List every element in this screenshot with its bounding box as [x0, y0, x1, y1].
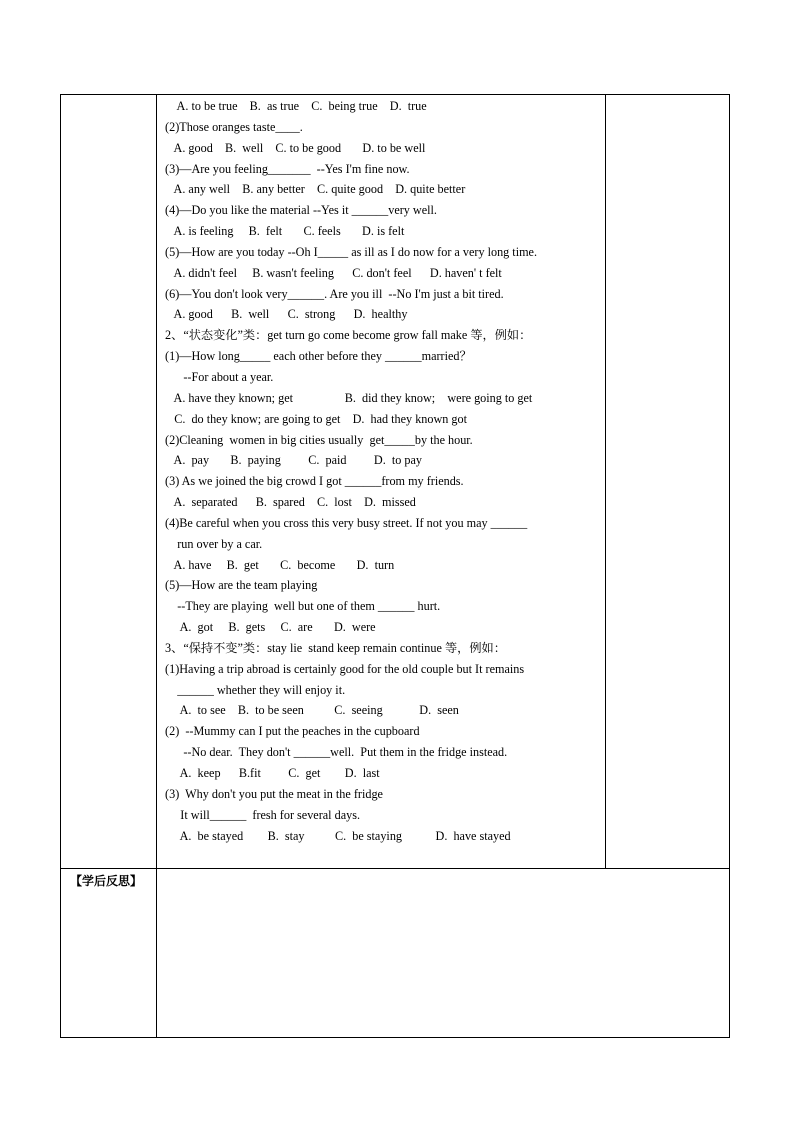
exercise-line: A. any well B. any better C. quite good D. quite better	[162, 182, 466, 197]
exercise-line: A. good B. well C. strong D. healthy	[162, 307, 408, 322]
exercise-line: (4)Be careful when you cross this very busy street. If not you may ______	[162, 515, 528, 530]
exercise-line: A. got B. gets C. are D. were	[162, 620, 376, 635]
exercise-line: A. didn't feel B. wasn't feeling C. don't feel D. haven' t felt	[162, 265, 502, 280]
exercise-line: --For about a year.	[162, 369, 274, 384]
table-top-border	[60, 94, 730, 95]
exercise-line: run over by a car.	[162, 536, 263, 551]
exercise-line: A. good B. well C. to be good D. to be well	[162, 140, 426, 155]
table-row-divider	[60, 868, 730, 869]
exercise-line: A. to see B. to be seen C. seeing D. seen	[162, 703, 459, 718]
exercise-line: (2)Those oranges taste____.	[162, 119, 303, 134]
exercise-line: A. pay B. paying C. paid D. to pay	[162, 453, 422, 468]
exercise-line: --They are playing well but one of them ______ hurt.	[162, 599, 441, 614]
exercise-line: 2、“状态变化”类：get turn go come become grow fall make 等，例如：	[162, 328, 532, 343]
table-left-border	[60, 94, 61, 1038]
table-right-border	[729, 94, 730, 1038]
exercise-line: (5)—How are the team playing	[162, 578, 318, 593]
exercise-line: (3) As we joined the big crowd I got ______from my friends.	[162, 474, 464, 489]
exercise-line: A. be stayed B. stay C. be staying D. have stayed	[162, 828, 511, 843]
exercise-line: (2)Cleaning women in big cities usually get_____by the hour.	[162, 432, 473, 447]
exercise-line: A. separated B. spared C. lost D. missed	[162, 495, 416, 510]
exercise-line: A. keep B.fit C. get D. last	[162, 766, 380, 780]
exercise-line: C. do they know; are going to get D. had they known got	[162, 411, 467, 426]
exercise-line: (6)—You don't look very______. Are you ill --No I'm just a bit tired.	[162, 286, 504, 301]
table-column-divider-1	[156, 94, 157, 1038]
exercise-line: (5)—How are you today --Oh I_____ as ill as I do now for a very long time.	[162, 244, 538, 259]
table-bottom-border	[60, 1037, 730, 1038]
exercise-line: A. is feeling B. felt C. feels D. is felt	[162, 224, 405, 239]
exercise-line: (3) Why don't you put the meat in the fridge	[162, 786, 383, 801]
exercise-line: A. have they known; get B. did they know; were going to get	[162, 390, 533, 405]
exercise-line: (4)—Do you like the material --Yes it ______very well.	[162, 203, 437, 218]
exercise-line: A. have B. get C. become D. turn	[162, 557, 395, 572]
exercise-line: (3)—Are you feeling_______ --Yes I'm fine now.	[162, 161, 410, 176]
exercise-line: (1)—How long_____ each other before they ______married？	[162, 349, 472, 364]
exercise-line: (2) --Mummy can I put the peaches in the cupboard	[162, 724, 420, 739]
reflection-label: 【学后反思】	[70, 874, 143, 888]
exercise-line: A. to be true B. as true C. being true D. true	[162, 99, 427, 113]
exercise-line: It will______ fresh for several days.	[162, 807, 360, 822]
exercise-line: (1)Having a trip abroad is certainly good for the old couple but It remains	[162, 661, 525, 676]
exercise-line: 3、“保持不变”类：stay lie stand keep remain continue 等，例如：	[162, 640, 506, 655]
exercise-line: --No dear. They don't ______well. Put them in the fridge instead.	[162, 745, 508, 760]
table-column-divider-2	[605, 94, 606, 869]
exercise-line: ______ whether they will enjoy it.	[162, 682, 346, 697]
exercise-content	[162, 96, 602, 846]
